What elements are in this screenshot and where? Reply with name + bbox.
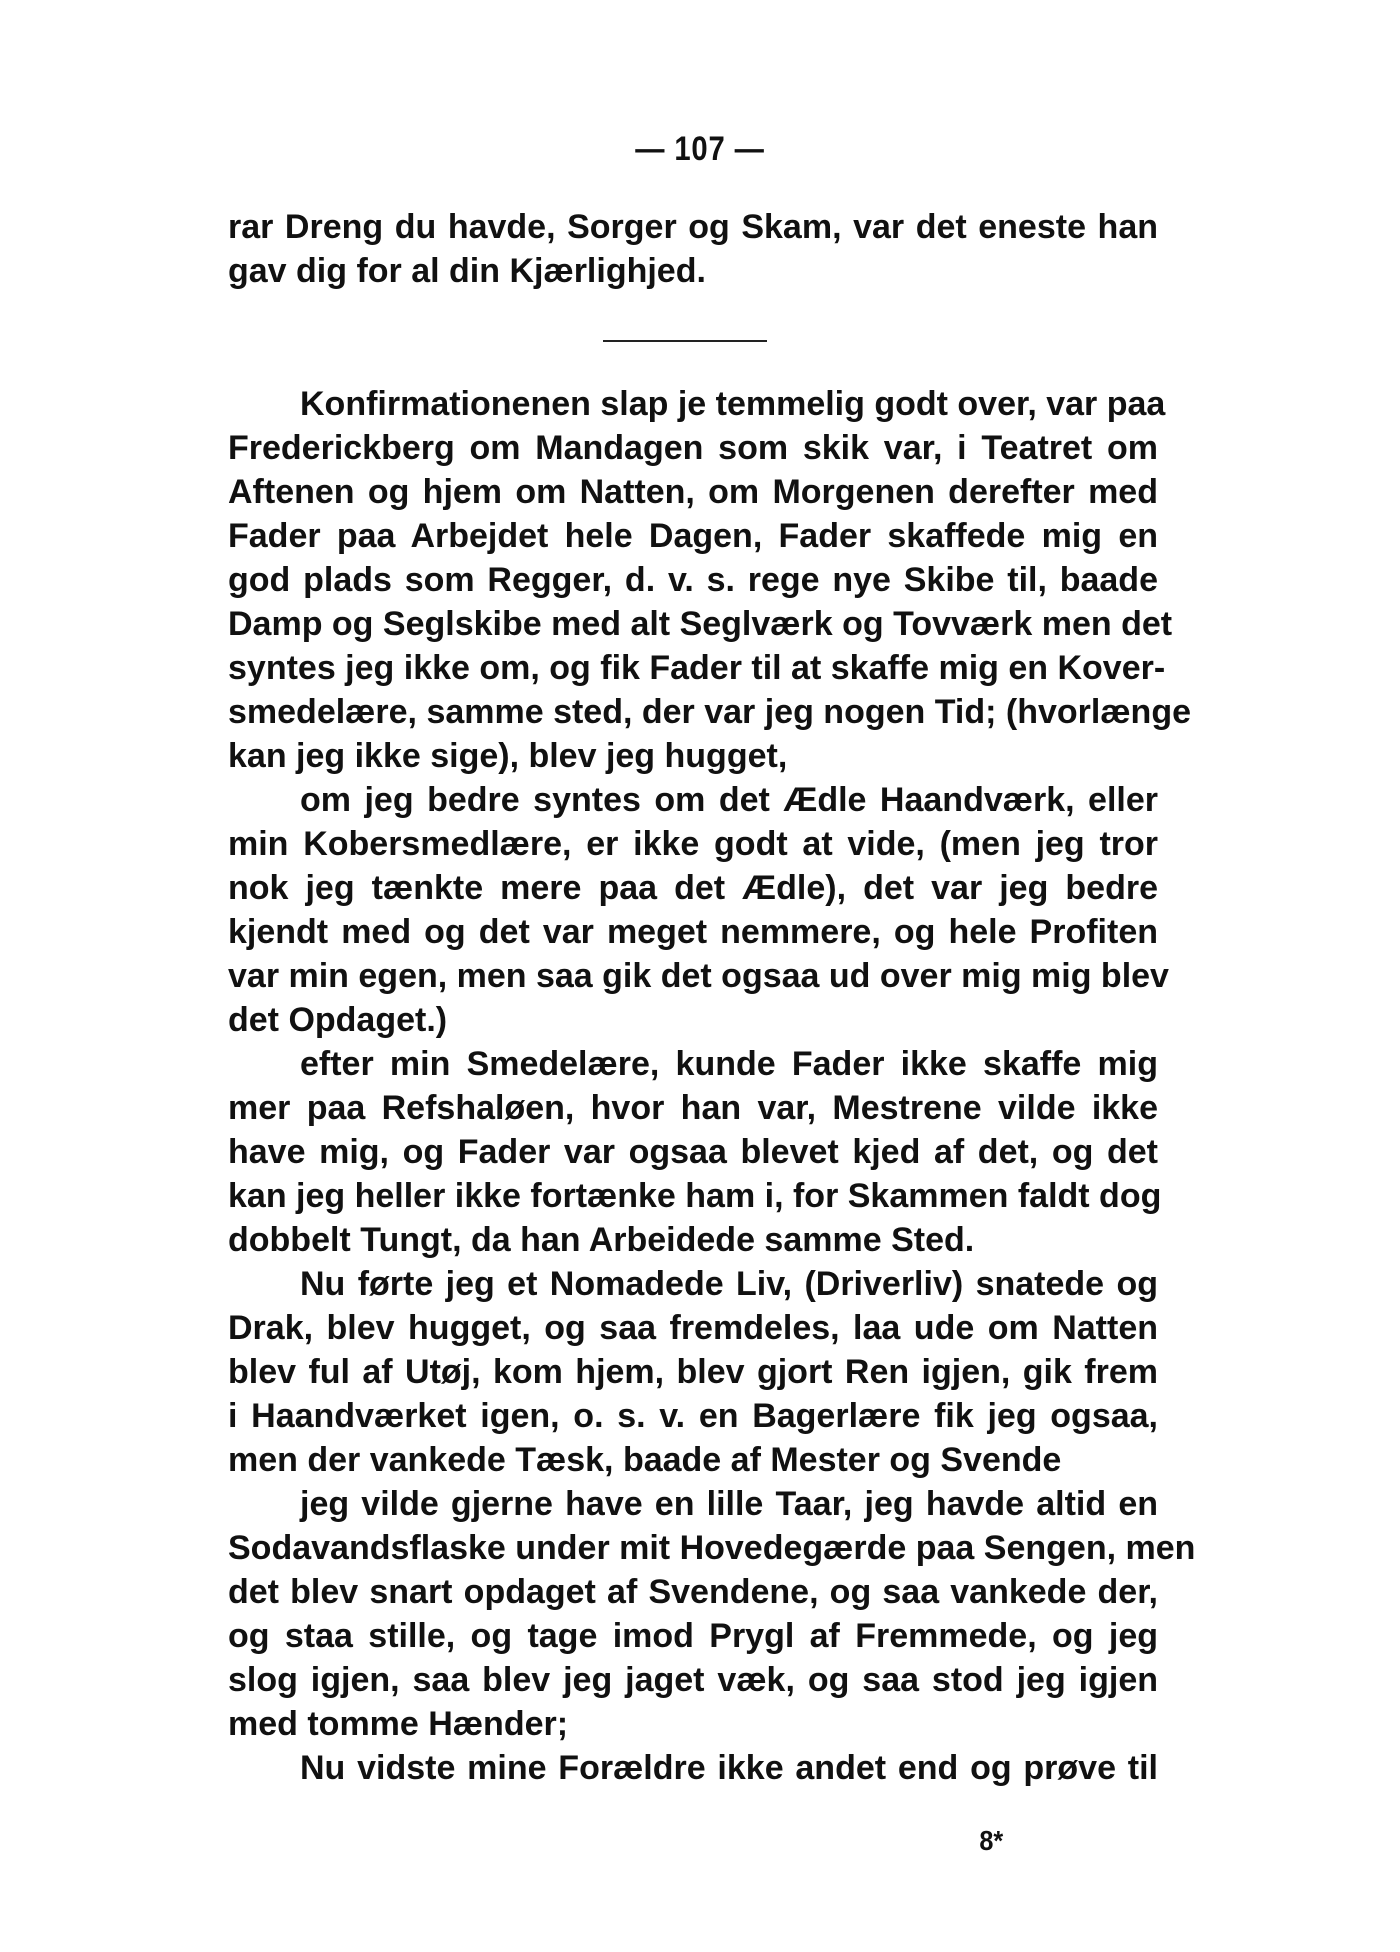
text-line: Sodavandsflaske under mit Hovedegærde paa Sengen, men [228,1529,1196,1567]
text-line: blev ful af Utøj, kom hjem, blev gjort Ren igjen, gik frem [228,1353,1158,1391]
text-line: rar Dreng du havde, Sorger og Skam, var det eneste han [228,208,1158,246]
text-line: Nu førte jeg et Nomadede Liv, (Driverliv) snatede og [300,1265,1158,1303]
intro-paragraph [228,205,1158,293]
text-line: i Haandværket igen, o. s. v. en Bagerlære fik jeg ogsaa, [228,1397,1158,1435]
text-line: Fader paa Arbejdet hele Dagen, Fader skaffede mig en [228,517,1158,555]
text-line: Drak, blev hugget, og saa fremdeles, laa ude om Natten [228,1309,1158,1347]
text-line: dobbelt Tungt, da han Arbeidede samme Sted. [228,1221,975,1259]
text-line: men der vankede Tæsk, baade af Mester og Svende [228,1441,1062,1479]
signature-mark: 8* [979,1825,1004,1856]
text-line: Frederickberg om Mandagen som skik var, i Teatret om [228,429,1158,467]
text-line: slog igjen, saa blev jeg jaget væk, og saa stod jeg igjen [228,1661,1158,1699]
text-line: efter min Smedelære, kunde Fader ikke skaffe mig [300,1045,1158,1083]
text-line: og staa stille, og tage imod Prygl af Fremmede, og jeg [228,1617,1158,1655]
text-line: det blev snart opdaget af Svendene, og saa vankede der, [228,1573,1158,1611]
text-line: min Kobersmedlære, er ikke godt at vide, (men jeg tror [228,825,1158,863]
main-paragraphs [228,382,1196,1790]
text-line: Damp og Seglskibe med alt Seglværk og Tovværk men det [228,605,1173,643]
text-line: Konfirmationenen slap je temmelig godt over, var paa [300,385,1166,423]
text-line: var min egen, men saa gik det ogsaa ud over mig mig blev [228,957,1169,995]
text-line: nok jeg tænkte mere paa det Ædle), det var jeg bedre [228,869,1158,907]
text-line: med tomme Hænder; [228,1705,569,1743]
text-line: om jeg bedre syntes om det Ædle Haandværk, eller [300,781,1158,819]
section-divider [603,340,767,342]
text-line: gav dig for al din Kjærlighjed. [228,252,706,290]
text-line: smedelære, samme sted, der var jeg nogen Tid; (hvorlænge [228,693,1191,731]
text-line: kjendt med og det var meget nemmere, og hele Profiten [228,913,1158,951]
text-line: have mig, og Fader var ogsaa blevet kjed af det, og det [228,1133,1158,1171]
text-line: det Opdaget.) [228,1001,448,1039]
text-line: jeg vilde gjerne have en lille Taar, jeg havde altid en [300,1485,1158,1523]
text-line: kan jeg heller ikke fortænke ham i, for Skammen faldt dog [228,1177,1162,1215]
text-line: Nu vidste mine Forældre ikke andet end og prøve til [300,1749,1158,1787]
page-number: — 107 — [635,130,765,168]
text-line: mer paa Refshaløen, hvor han var, Mestrene vilde ikke [228,1089,1158,1127]
text-line: god plads som Regger, d. v. s. rege nye Skibe til, baade [228,561,1158,599]
text-line: Aftenen og hjem om Natten, om Morgenen derefter med [228,473,1158,511]
text-line: kan jeg ikke sige), blev jeg hugget, [228,737,788,775]
text-line: syntes jeg ikke om, og fik Fader til at skaffe mig en Kover- [228,649,1166,687]
